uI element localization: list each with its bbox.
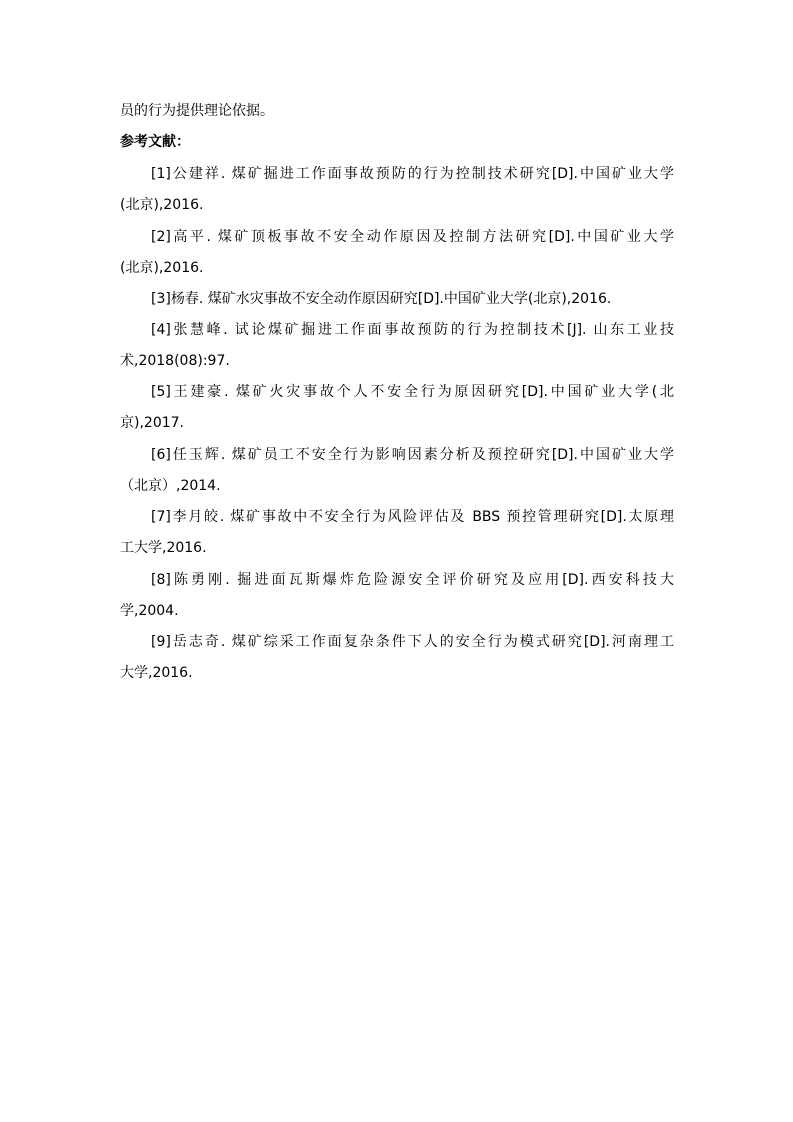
reference-9-line1: [9]岳志奇. 煤矿综采工作面复杂条件下人的安全行为模式研究[D].河南理工 <box>151 634 674 650</box>
reference-5-line2: 京),2017. <box>120 415 184 431</box>
reference-2-line1: [2]高平. 煤矿顶板事故不安全动作原因及控制方法研究[D].中国矿业大学 <box>151 229 674 245</box>
reference-6-line2: （北京）,2014. <box>120 478 221 494</box>
reference-7-line1: [7]李月皎. 煤矿事故中不安全行为风险评估及 BBS 预控管理研究[D].太原理 <box>151 509 674 525</box>
reference-1-line2: (北京),2016. <box>120 197 204 213</box>
reference-2-line2: (北京),2016. <box>120 260 204 276</box>
reference-5-line1: [5]王建豪. 煤矿火灾事故个人不安全行为原因研究[D].中国矿业大学(北 <box>151 384 674 400</box>
reference-4-line1: [4]张慧峰. 试论煤矿掘进工作面事故预防的行为控制技术[J]. 山东工业技 <box>151 322 674 338</box>
reference-8-line1: [8]陈勇刚. 掘进面瓦斯爆炸危险源安全评价研究及应用[D].西安科技大 <box>151 572 674 588</box>
reference-1-line1: [1]公建祥. 煤矿掘进工作面事故预防的行为控制技术研究[D].中国矿业大学 <box>151 166 674 182</box>
reference-3-line1: [3]杨春. 煤矿水灾事故不安全动作原因研究[D].中国矿业大学(北京),2016. <box>151 291 612 307</box>
intro-tail-text: 员的行为提供理论依据。 <box>120 103 274 119</box>
reference-6-line1: [6]任玉辉. 煤矿员工不安全行为影响因素分析及预控研究[D].中国矿业大学 <box>151 447 674 463</box>
reference-9-line2: 大学,2016. <box>120 665 193 681</box>
reference-8-line2: 学,2004. <box>120 603 179 619</box>
references-heading: 参考文献： <box>120 134 190 150</box>
reference-4-line2: 术,2018(08):97. <box>120 353 230 369</box>
reference-7-line2: 工大学,2016. <box>120 540 207 556</box>
